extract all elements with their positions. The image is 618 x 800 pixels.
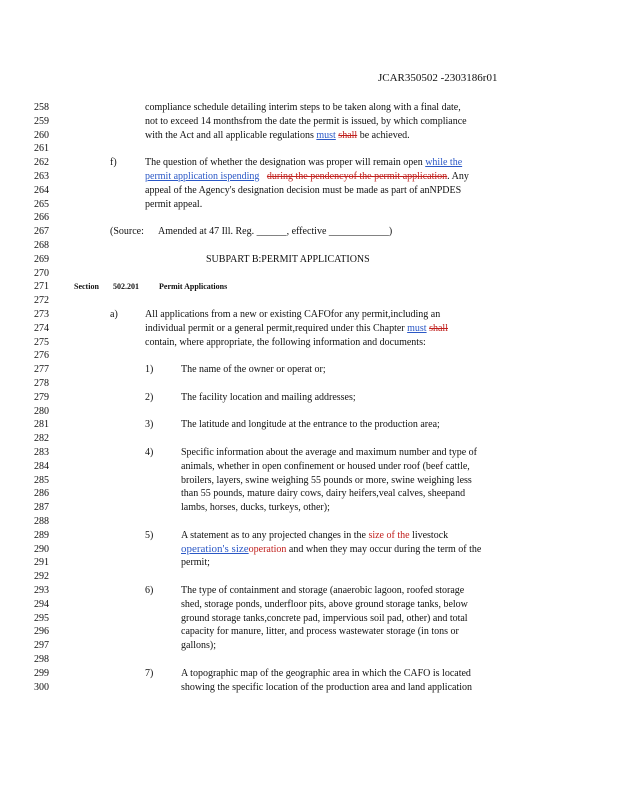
line-number: 278 [34,378,49,389]
item-label: a) [110,309,118,320]
document-line [0,239,618,253]
document-line [0,681,618,695]
body-text [145,129,410,143]
line-number: 279 [34,391,49,403]
inserted-text: permit application ispending [145,171,260,182]
inserted-text: while the [425,157,463,169]
item-label: 3) [145,419,154,431]
body-text: The facility location and mailing addresses; [181,391,356,403]
item-label: 2) [145,391,154,403]
line-number: 269 [34,253,49,265]
document-line [0,391,618,405]
document-line [0,639,618,653]
body-text [181,543,481,557]
document-line [0,115,618,129]
inserted-text: operation's size [181,542,249,555]
body-text: not to exceed 14 monthsfrom the date the permit is issued, by which compliance [145,115,467,127]
document-line [0,515,618,529]
line-number: 268 [34,240,49,251]
line-number: 262 [34,157,49,169]
document-line [0,280,618,294]
document-line [0,446,618,460]
body-text: animals, whether in open confinement or housed under roof (beef cattle, [181,460,470,472]
document-line [0,474,618,488]
body-text: lambs, horses, ducks, turkeys, other); [181,502,330,514]
document-line [0,211,618,225]
section-title: Permit Applications [159,282,228,292]
document-line [0,501,618,515]
document-line [0,584,618,598]
line-number: 260 [34,129,49,141]
text-run: livestock [409,529,449,541]
body-text [145,322,448,336]
line-number: 274 [34,322,49,334]
body-text: A topographic map of the geographic area in which the CAFO is located [181,667,471,679]
body-text: All applications from a new or existing CAFOfor any permit,including an [145,309,441,320]
section-label: Section [74,282,99,292]
document-line [0,418,618,432]
inserted-text: must [407,322,427,334]
changed-text: operation [248,543,287,555]
line-number: 266 [34,212,49,224]
document-line [0,598,618,612]
document-line [0,336,618,350]
deleted-text: shall [338,129,358,141]
document-line [0,377,618,391]
item-label: f) [110,157,117,169]
document-line [0,653,618,667]
line-number: 284 [34,460,49,472]
source-note: Amended at 47 Ill. Reg. ______, effective ____________) [158,226,393,238]
line-number: 283 [34,447,49,458]
text-run: and when they may occur during the term of the [286,543,482,555]
document-line [0,570,618,584]
line-number: 287 [34,502,49,514]
document-line [0,432,618,446]
line-number: 297 [34,640,49,652]
document-line [0,487,618,501]
body-text: showing the specific location of the production area and land application [181,681,473,693]
line-number: 293 [34,585,49,596]
body-text [181,529,448,543]
line-number: 286 [34,488,49,500]
changed-text: size of the [368,529,410,541]
document-line [0,543,618,557]
document-line [0,625,618,639]
line-number: 291 [34,557,49,569]
text-run: . Any [447,171,469,182]
line-number: 273 [34,309,49,320]
body-text: Specific information about the average and maximum number and type of [181,447,478,458]
line-number: 292 [34,571,49,583]
document-line [0,267,618,281]
text-run: with the Act and all applicable regulations [145,129,317,141]
line-number: 263 [34,171,49,182]
document-line [0,225,618,239]
line-number: 265 [34,198,49,210]
line-number: 288 [34,516,49,527]
body-text: broilers, layers, swine weighing 55 pounds or more, swine weighing less [181,474,472,486]
deleted-text: during the pendencyof the permit application [266,171,448,182]
body-text: The name of the owner or operat or; [181,364,326,376]
line-number: 298 [34,654,49,665]
line-number: 280 [34,405,49,417]
item-label: 7) [145,667,154,679]
line-number: 281 [34,419,49,431]
item-label: 5) [145,529,154,541]
body-text [145,170,469,184]
body-text: shed, storage ponds, underfloor pits, above ground storage tanks, below [181,598,468,610]
document-line [0,308,618,322]
body-text: permit appeal. [145,198,203,210]
line-number: 267 [34,226,49,238]
line-number: 272 [34,295,49,307]
line-number: 295 [34,612,49,624]
line-number: 275 [34,336,49,348]
text-run: individual permit or a general permit,required under this Chapter [145,322,408,334]
body-text: The type of containment and storage (anaerobic lagoon, roofed storage [181,585,465,596]
source-label: (Source: [110,226,144,238]
body-text: capacity for manure, litter, and process wastewater storage (in tons or [181,626,459,638]
body-text: ground storage tanks,concrete pad, impervious soil pad, other) and total [181,612,468,624]
document-line [0,294,618,308]
body-text: permit; [181,557,210,569]
document-line [0,529,618,543]
body-text: than 55 pounds, mature dairy cows, dairy heifers,veal calves, sheepand [181,488,466,500]
text-run: The question of whether the designation was proper will remain open [145,157,426,169]
document-line [0,363,618,377]
body-text: The latitude and longitude at the entrance to the production area; [181,419,440,431]
document-line [0,612,618,626]
document-line [0,156,618,170]
document-line [0,101,618,115]
line-number: 271 [34,281,49,293]
document-line [0,405,618,419]
line-number: 277 [34,364,49,376]
document-line [0,129,618,143]
line-number: 276 [34,350,49,362]
inserted-text: must [316,129,336,141]
line-number: 259 [34,115,49,127]
document-line [0,198,618,212]
document-line [0,253,618,267]
line-number: 264 [34,184,49,196]
body-text: appeal of the Agency's designation decision must be made as part of anNPDES [145,184,462,196]
document-line [0,184,618,198]
item-label: 4) [145,447,154,458]
line-number: 300 [34,681,49,693]
subpart-heading: SUBPART B:PERMIT APPLICATIONS [206,253,370,265]
document-line [0,170,618,184]
document-line [0,322,618,336]
body-text: contain, where appropriate, the following information and documents: [145,336,426,348]
item-label: 1) [145,364,154,376]
line-number: 299 [34,667,49,679]
document-line [0,460,618,474]
document-id-header: JCAR350502 -2303186r01 [378,72,498,84]
text-run: A statement as to any projected changes in the [181,529,369,541]
deleted-text: shall [429,322,448,334]
document-line [0,556,618,570]
line-number: 270 [34,267,49,279]
line-number: 290 [34,543,49,555]
text-run: be achieved. [357,129,410,141]
line-number: 282 [34,433,49,445]
body-text: gallons); [181,640,216,652]
body-text: compliance schedule detailing interim steps to be taken along with a final date, [145,102,461,113]
line-number: 294 [34,598,49,610]
section-number: 502.201 [113,282,139,292]
line-number: 296 [34,626,49,638]
line-number: 258 [34,102,49,113]
item-label: 6) [145,585,154,596]
document-line [0,667,618,681]
line-number: 289 [34,529,49,541]
document-line [0,142,618,156]
line-number: 261 [34,143,49,155]
line-number: 285 [34,474,49,486]
body-text [145,156,462,170]
document-line [0,349,618,363]
